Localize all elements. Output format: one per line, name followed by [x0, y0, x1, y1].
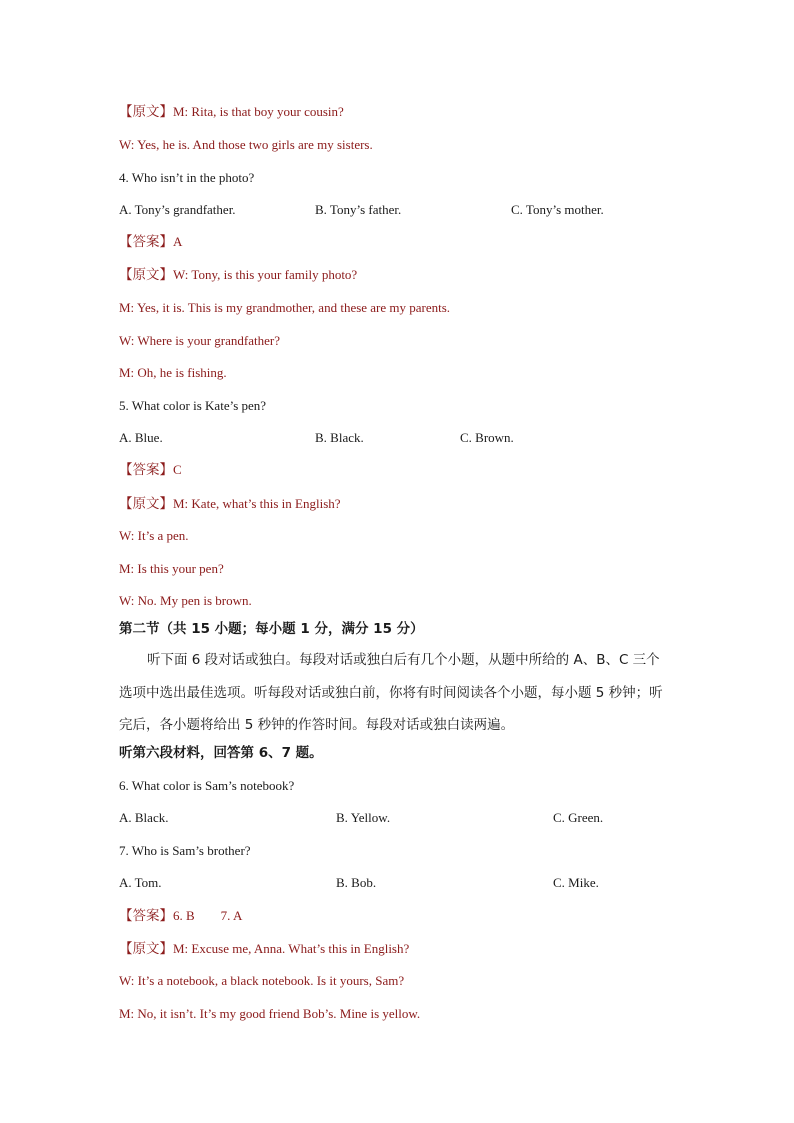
instruction-line: 听下面 6 段对话或独白。每段对话或独白后有几个小题，从题中所给的 A、B、C 三个 [147, 652, 660, 668]
answer-value: 7. A [220, 908, 243, 923]
q5-option-a: A. Blue. [119, 430, 163, 445]
transcript-text: M: Kate, what’s this in English? [173, 496, 341, 511]
transcript-line: W: It’s a pen. [119, 528, 189, 543]
question-5: 5. What color is Kate’s pen? [119, 398, 267, 413]
answer-value: A [173, 234, 183, 249]
question-6: 6. What color is Sam’s notebook? [119, 778, 295, 793]
transcript-text: M: Excuse me, Anna. What’s this in English? [173, 941, 410, 956]
q7-option-c: C. Mike. [553, 875, 599, 890]
q6-option-a: A. Black. [119, 810, 169, 825]
instructions [119, 648, 675, 738]
transcript-line: W: It’s a notebook, a black notebook. Is it yours, Sam? [119, 973, 405, 988]
instruction-line: 完后，各小题将给出 5 秒钟的作答时间。每段对话或独白读两遍。 [119, 717, 515, 733]
transcript-tag: 【原文】 [119, 104, 173, 120]
transcript-line: M: Oh, he is fishing. [119, 365, 227, 380]
transcript-line: W: Yes, he is. And those two girls are my sisters. [119, 137, 373, 152]
q7-option-b: B. Bob. [336, 875, 377, 890]
q4-option-a: A. Tony’s grandfather. [119, 202, 236, 217]
q7-option-a: A. Tom. [119, 875, 162, 890]
answer-tag: 【答案】 [119, 908, 173, 924]
transcript-line [119, 941, 409, 957]
q5-option-c: C. Brown. [460, 430, 514, 445]
transcript-line [119, 267, 357, 283]
transcript-line: W: No. My pen is brown. [119, 593, 252, 608]
q5-option-b: B. Black. [315, 430, 364, 445]
answer-tag: 【答案】 [119, 234, 173, 250]
q6-option-b: B. Yellow. [336, 810, 391, 825]
answer-line [119, 234, 182, 250]
transcript-text: W: Tony, is this your family photo? [173, 267, 358, 282]
transcript-line: M: Is this your pen? [119, 561, 224, 576]
transcript-line: M: Yes, it is. This is my grandmother, and these are my parents. [119, 300, 451, 315]
transcript-text: M: Rita, is that boy your cousin? [173, 104, 344, 119]
transcript-tag: 【原文】 [119, 496, 173, 512]
answer-value: C [173, 462, 182, 477]
transcript-line: W: Where is your grandfather? [119, 333, 280, 348]
instruction-line: 选项中选出最佳选项。听每段对话或独白前，你将有时间阅读各个小题，每小题 5 秒钟；听 [119, 685, 663, 701]
q4-option-c: C. Tony’s mother. [511, 202, 604, 217]
transcript-line [119, 104, 344, 120]
transcript-tag: 【原文】 [119, 267, 173, 283]
answer-tag: 【答案】 [119, 462, 173, 478]
q4-option-b: B. Tony’s father. [315, 202, 402, 217]
answer-value: 6. B [173, 908, 195, 923]
listening-prompt: 听第六段材料，回答第 6、7 题。 [119, 745, 323, 761]
q6-option-c: C. Green. [553, 810, 604, 825]
transcript-line [119, 496, 341, 512]
answer-line [119, 908, 242, 924]
answer-line [119, 462, 182, 478]
section-heading: 第二节（共 15 小题；每小题 1 分，满分 15 分） [119, 621, 424, 637]
question-7: 7. Who is Sam’s brother? [119, 843, 251, 858]
transcript-tag: 【原文】 [119, 941, 173, 957]
question-4: 4. Who isn’t in the photo? [119, 170, 255, 185]
transcript-line: M: No, it isn’t. It’s my good friend Bob’s. Mine is yellow. [119, 1006, 421, 1021]
